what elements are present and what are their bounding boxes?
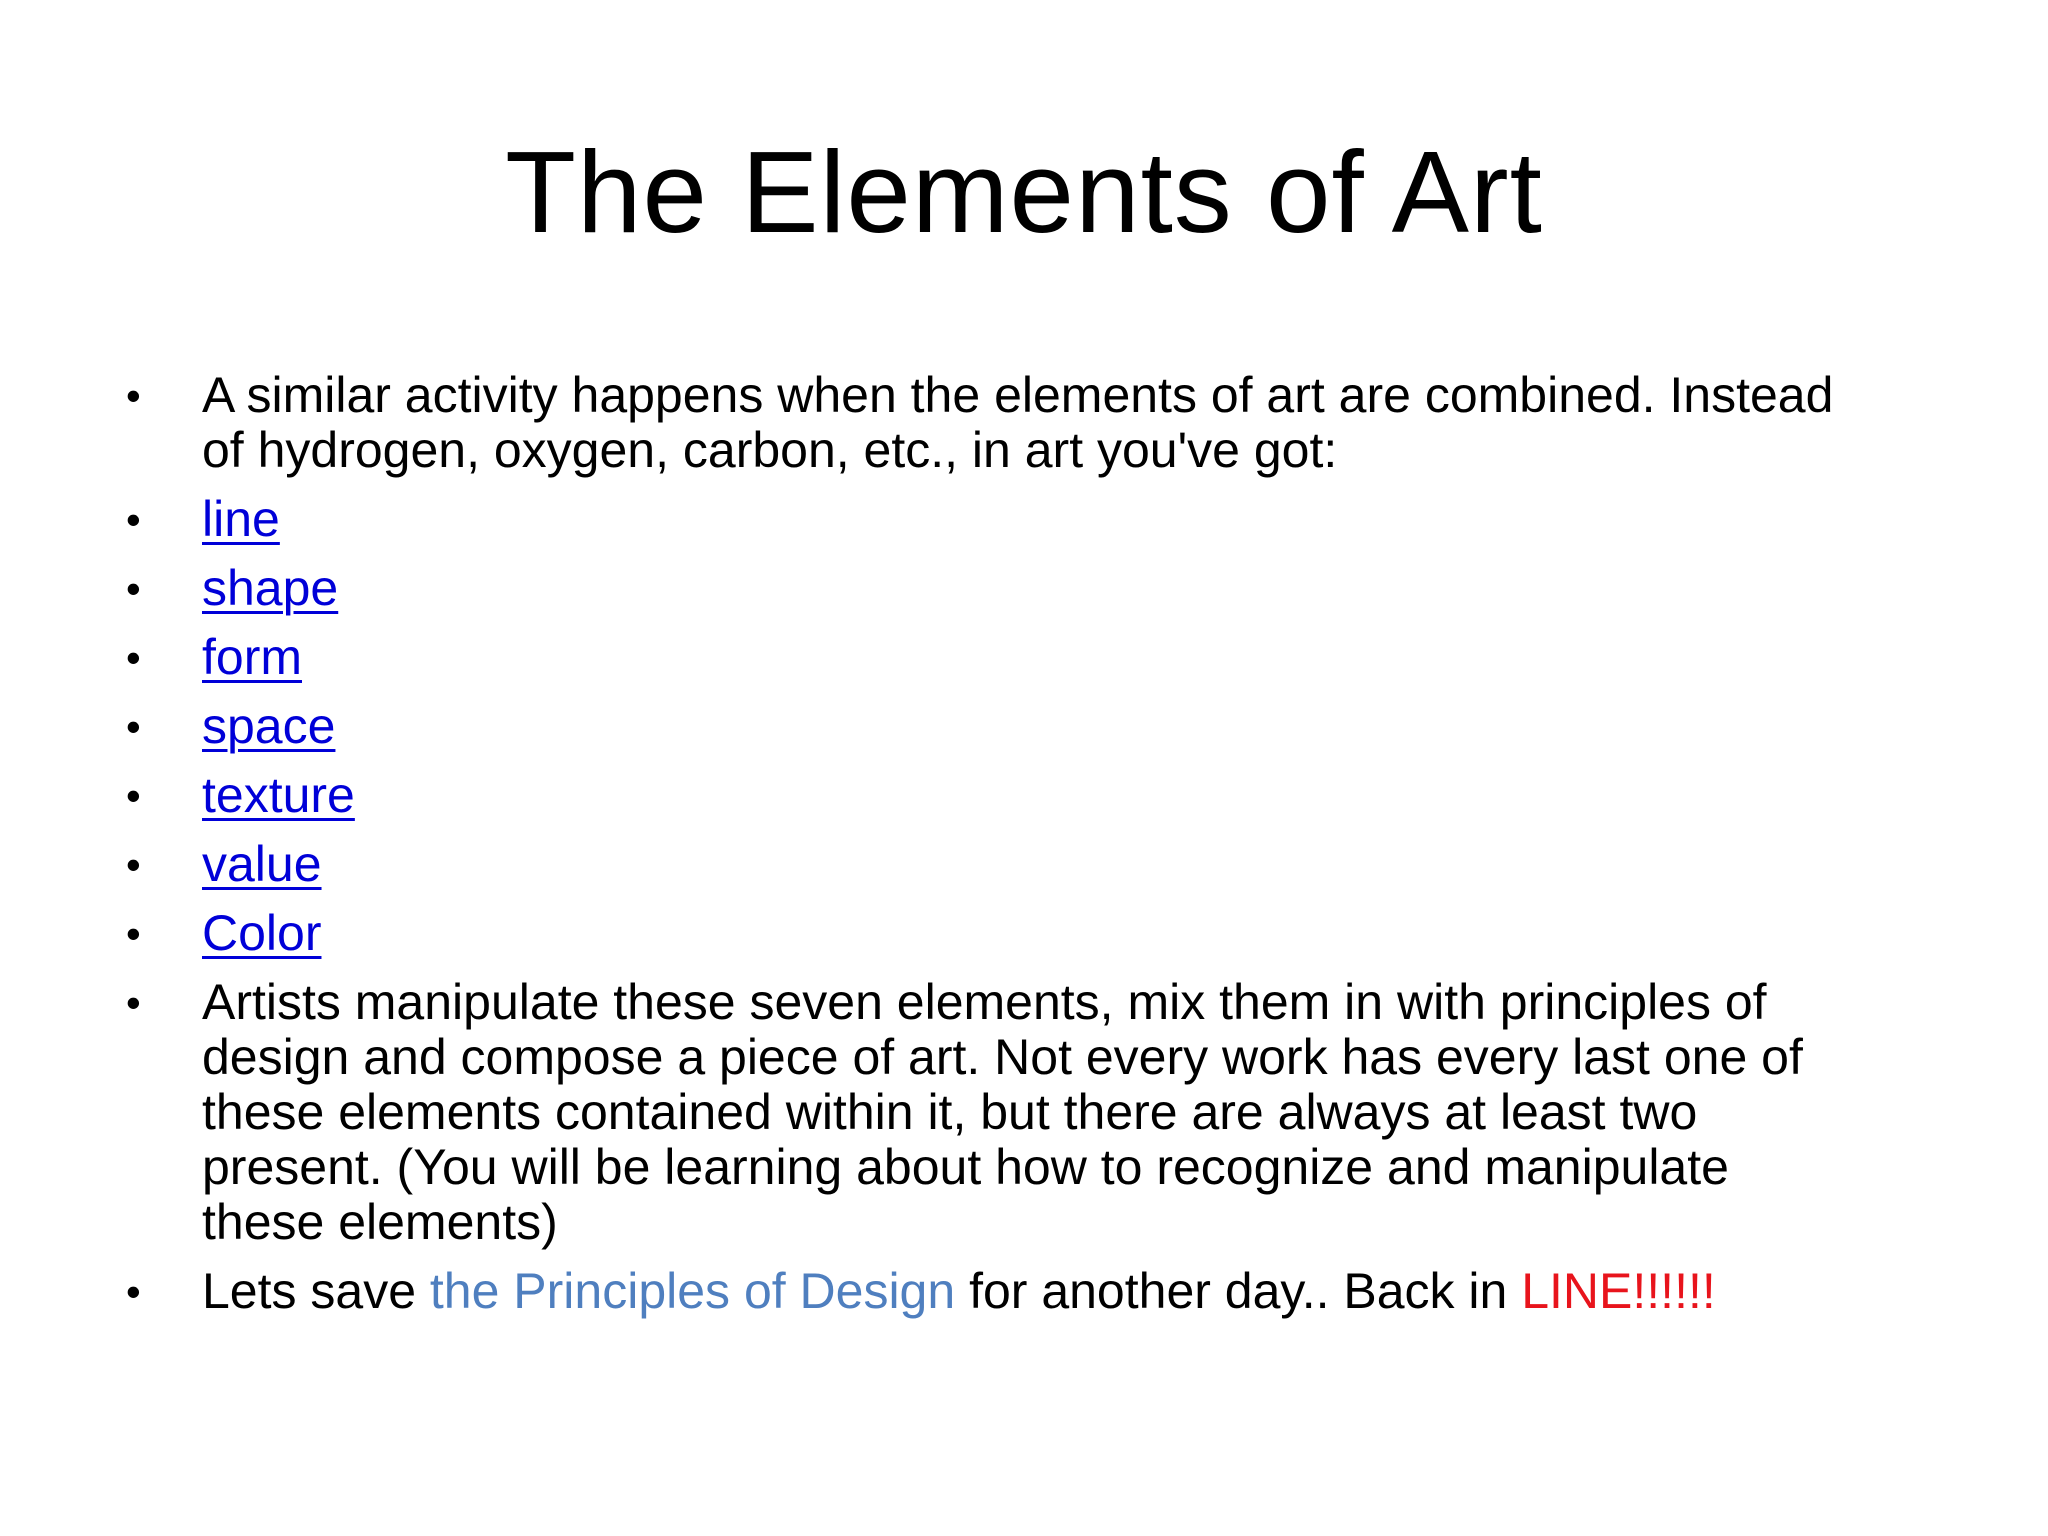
paragraph-line-1: Artists manipulate these seven elements, mix them in with principles of bbox=[202, 974, 1767, 1030]
bullet-dot-icon: • bbox=[126, 772, 141, 819]
bullet-intro bbox=[120, 368, 1980, 478]
bullet-dot-icon: • bbox=[126, 372, 141, 419]
principles-of-design-text: the Principles of Design bbox=[429, 1263, 956, 1319]
bullet-element-form bbox=[120, 630, 1980, 685]
bullet-element-space bbox=[120, 699, 1980, 754]
paragraph-line-3: these elements contained within it, but there are always at least two bbox=[202, 1084, 1698, 1140]
bullet-element-value bbox=[120, 837, 1980, 892]
bullet-element-texture bbox=[120, 768, 1980, 823]
paragraph-line-2: design and compose a piece of art. Not every work has every last one of bbox=[202, 1029, 1803, 1085]
bullet-dot-icon: • bbox=[126, 634, 141, 681]
bullet-dot-icon: • bbox=[126, 841, 141, 888]
closing-middle: for another day.. Back in bbox=[955, 1263, 1522, 1319]
link-form[interactable]: form bbox=[202, 629, 302, 685]
bullet-element-line bbox=[120, 492, 1980, 547]
link-shape[interactable]: shape bbox=[202, 560, 339, 616]
bullet-dot-icon: • bbox=[126, 910, 141, 957]
bullet-dot-icon: • bbox=[126, 565, 141, 612]
bullet-paragraph bbox=[120, 975, 1980, 1250]
slide-title: The Elements of Art bbox=[505, 127, 1543, 257]
link-line[interactable]: line bbox=[202, 491, 280, 547]
bullet-list bbox=[120, 368, 1980, 1333]
bullet-element-color bbox=[120, 906, 1980, 961]
intro-line-2: of hydrogen, oxygen, carbon, etc., in art you've got: bbox=[202, 422, 1338, 478]
bullet-dot-icon: • bbox=[126, 979, 141, 1026]
link-texture[interactable]: texture bbox=[202, 767, 355, 823]
bullet-closing bbox=[120, 1264, 1980, 1319]
line-shout-text: LINE!!!!!! bbox=[1521, 1263, 1716, 1319]
link-color[interactable]: Color bbox=[202, 905, 322, 961]
closing-prefix: Lets save bbox=[202, 1263, 430, 1319]
bullet-element-shape bbox=[120, 561, 1980, 616]
intro-line-1: A similar activity happens when the elements of art are combined. Instead bbox=[202, 367, 1834, 423]
bullet-dot-icon: • bbox=[126, 703, 141, 750]
link-space[interactable]: space bbox=[202, 698, 336, 754]
bullet-dot-icon: • bbox=[126, 496, 141, 543]
paragraph-line-5: these elements) bbox=[202, 1194, 558, 1250]
link-value[interactable]: value bbox=[202, 836, 322, 892]
paragraph-line-4: present. (You will be learning about how to recognize and manipulate bbox=[202, 1139, 1729, 1195]
bullet-dot-icon: • bbox=[126, 1268, 141, 1315]
